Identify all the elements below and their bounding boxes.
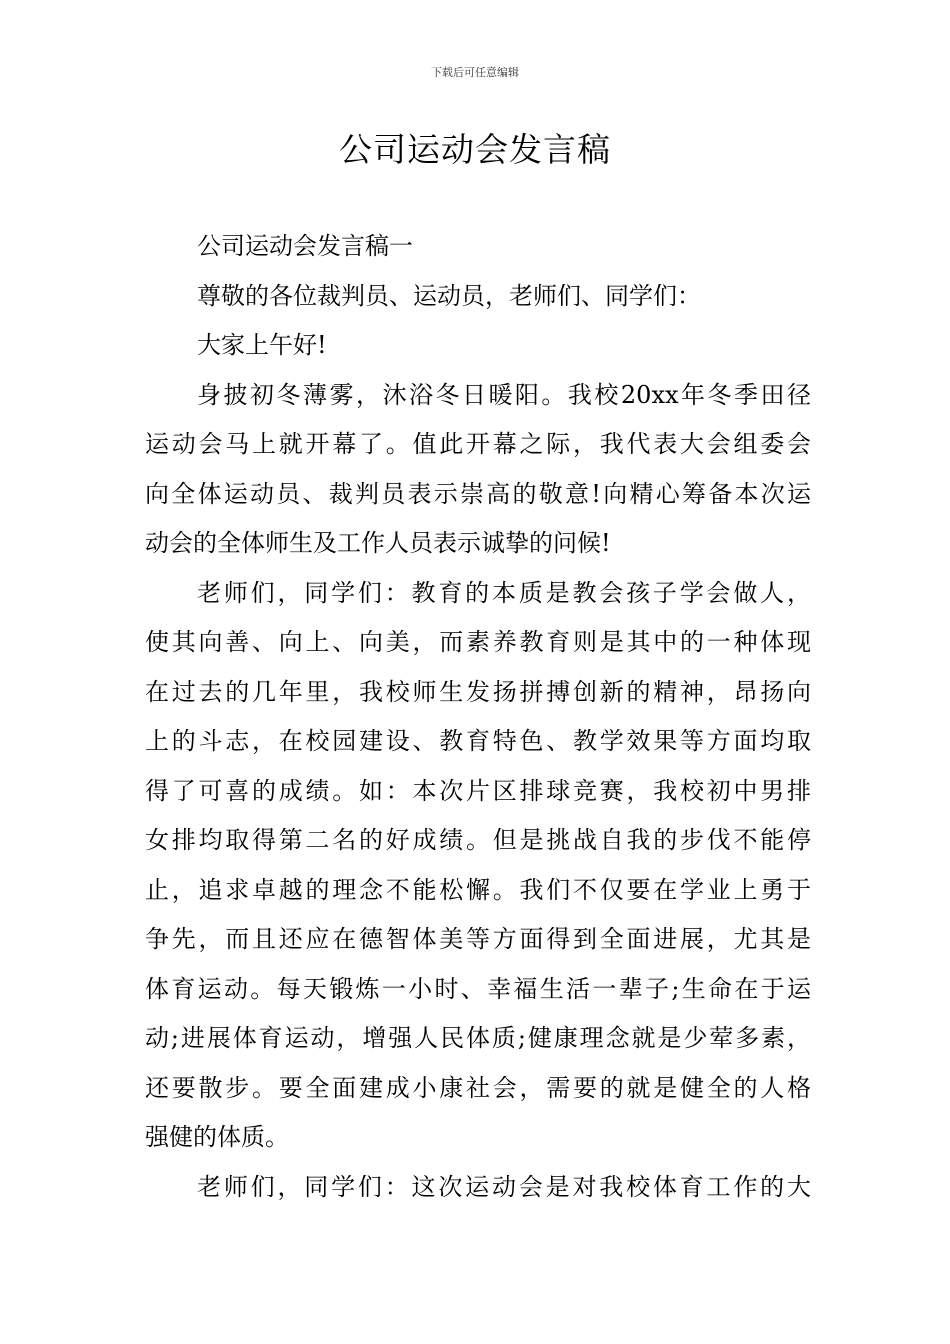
- body-line: 争先，而且还应在德智体美等方面得到全面进展，尤其是: [145, 925, 811, 953]
- body-line: 得了可喜的成绩。如：本次片区排球竞赛，我校初中男排: [145, 776, 811, 805]
- body-line: 使其向善、向上、向美，而素养教育则是其中的一种体现: [145, 628, 811, 656]
- body-line: 尊敬的各位裁判员、运动员，老师们、同学们：: [197, 281, 701, 310]
- body-line: 公司运动会发言稿一: [197, 232, 413, 260]
- body-line: 大家上午好!: [197, 331, 327, 359]
- body-line: 体育运动。每天锻炼一小时、幸福生活一辈子;生命在于运: [145, 974, 811, 1003]
- body-line: 向全体运动员、裁判员表示崇高的敬意!向精心筹备本次运: [145, 479, 811, 508]
- body-line: 强健的体质。: [145, 1123, 289, 1151]
- header-note: 下载后可任意编辑: [431, 66, 519, 79]
- body-line: 老师们，同学们：这次运动会是对我校体育工作的大: [197, 1172, 811, 1201]
- document-body: [145, 222, 811, 1212]
- body-line: 上的斗志，在校园建设、教育特色、教学效果等方面均取: [145, 727, 811, 755]
- body-line: 身披初冬薄雾，沐浴冬日暖阳。我校20xx年冬季田径: [197, 380, 811, 409]
- body-line: 动;进展体育运动，增强人民体质;健康理念就是少荤多素，: [145, 1024, 811, 1052]
- body-line: 还要散步。要全面建成小康社会，需要的就是健全的人格: [145, 1073, 811, 1102]
- body-line: 老师们，同学们：教育的本质是教会孩子学会做人，: [197, 578, 811, 607]
- body-line: 止，追求卓越的理念不能松懈。我们不仅要在学业上勇于: [145, 875, 811, 904]
- body-line: 在过去的几年里，我校师生发扬拼搏创新的精神，昂扬向: [145, 677, 811, 706]
- body-line: 动会的全体师生及工作人员表示诚挚的问候!: [145, 529, 611, 557]
- document-title: 公司运动会发言稿: [339, 130, 611, 169]
- body-line: 运动会马上就开幕了。值此开幕之际，我代表大会组委会: [145, 430, 811, 458]
- body-line: 女排均取得第二名的好成绩。但是挑战自我的步伐不能停: [145, 826, 811, 854]
